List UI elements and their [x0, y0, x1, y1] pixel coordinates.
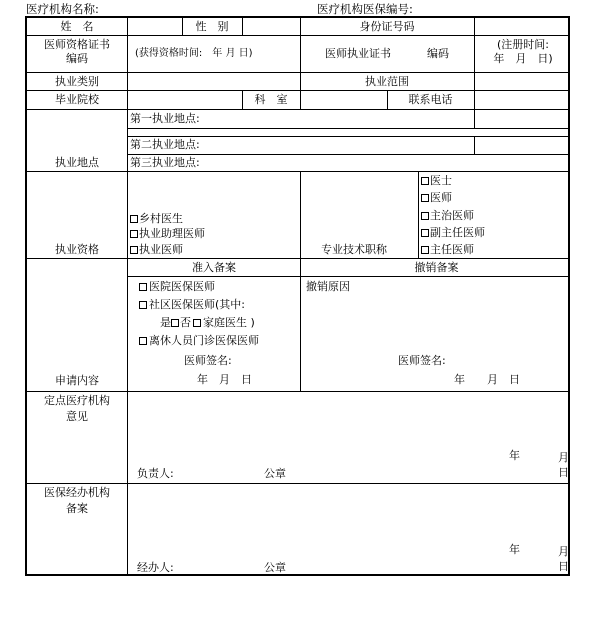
- insurance-year: 年: [509, 543, 520, 556]
- approve-signature: 医师签名:: [184, 354, 232, 367]
- insurance-person: 经办人:: [137, 561, 174, 574]
- checkbox-icon: [421, 246, 429, 254]
- designated-day: 日: [558, 466, 569, 479]
- insurance-month: 月: [558, 545, 569, 558]
- approve-option-community: 社区医保医师(其中:: [137, 298, 245, 311]
- org-code-label: 医疗机构医保编号:: [317, 2, 413, 16]
- org-name-label: 医疗机构名称:: [26, 2, 99, 16]
- qualification-option: 乡村医生: [130, 212, 183, 225]
- approve-option-retired: 离休人员门诊医保医师: [137, 334, 259, 347]
- tech-title-label: 专业技术职称: [321, 243, 387, 256]
- qualification-option: 执业助理医师: [130, 227, 205, 240]
- insurance-label-line1: 医保经办机构: [44, 486, 110, 499]
- insurance-seal: 公章: [264, 561, 286, 574]
- registration-form: [25, 16, 570, 576]
- phone-label: 联系电话: [408, 93, 453, 106]
- checkbox-icon: [171, 319, 179, 327]
- cert-label-line1: 医师资格证书: [44, 38, 110, 51]
- checkbox-icon: [421, 194, 429, 202]
- school-label: 毕业院校: [55, 93, 99, 106]
- name-label: 姓 名: [60, 20, 94, 33]
- category-label: 执业类别: [55, 75, 99, 88]
- qualification-option: 执业医师: [130, 243, 183, 256]
- third-location: 第三执业地点:: [130, 156, 200, 169]
- designated-seal: 公章: [264, 467, 286, 480]
- revoke-date: 年 月 日: [454, 373, 520, 386]
- revoke-signature: 医师签名:: [398, 354, 446, 367]
- checkbox-icon: [421, 177, 429, 185]
- second-location: 第二执业地点:: [130, 138, 200, 151]
- first-location: 第一执业地点:: [130, 112, 200, 125]
- insurance-label-line2: 备案: [66, 502, 88, 515]
- dept-label: 科 室: [254, 93, 288, 106]
- checkbox-icon: [130, 230, 138, 238]
- qualification-label: 执业资格: [55, 243, 99, 256]
- approve-date: 年 月 日: [197, 373, 252, 386]
- designated-label-line2: 意见: [66, 410, 88, 423]
- checkbox-icon: [193, 319, 201, 327]
- designated-label-line1: 定点医疗机构: [44, 394, 110, 407]
- obtain-time: (获得资格时间: 年 月 日): [135, 48, 253, 59]
- scope-label: 执业范围: [365, 75, 409, 88]
- application-label: 申请内容: [55, 374, 99, 387]
- tech-title-option: 主任医师: [421, 243, 474, 256]
- tech-title-option: 副主任医师: [421, 226, 485, 239]
- designated-year: 年: [509, 449, 520, 462]
- practice-cert-label: 医师执业证书: [325, 47, 391, 60]
- location-label: 执业地点: [55, 156, 99, 169]
- approve-header: 准入备案: [192, 261, 236, 274]
- insurance-day: 日: [558, 560, 569, 573]
- designated-person: 负责人:: [137, 467, 174, 480]
- cert-label-line2: 编码: [66, 52, 88, 65]
- revoke-reason: 撤销原因: [306, 280, 350, 293]
- tech-title-option: 医士: [421, 174, 452, 187]
- designated-month: 月: [558, 451, 569, 464]
- approve-option-hospital: 医院医保医师: [137, 280, 215, 293]
- reg-time-line2: 年 月 日): [493, 52, 553, 65]
- practice-code-label: 编码: [427, 47, 449, 60]
- checkbox-icon: [139, 283, 147, 291]
- checkbox-icon: [139, 301, 147, 309]
- id-number-label: 身份证号码: [359, 20, 415, 33]
- checkbox-icon: [421, 229, 429, 237]
- reg-time-line1: (注册时间:: [497, 38, 549, 51]
- family-doctor-option: 是 否 家庭医生 ): [160, 316, 255, 329]
- checkbox-icon: [130, 246, 138, 254]
- tech-title-option: 医师: [421, 191, 452, 204]
- checkbox-icon: [421, 212, 429, 220]
- revoke-header: 撤销备案: [414, 261, 459, 274]
- gender-label: 性 别: [195, 20, 229, 33]
- checkbox-icon: [139, 337, 147, 345]
- checkbox-icon: [130, 215, 138, 223]
- tech-title-option: 主治医师: [421, 209, 474, 222]
